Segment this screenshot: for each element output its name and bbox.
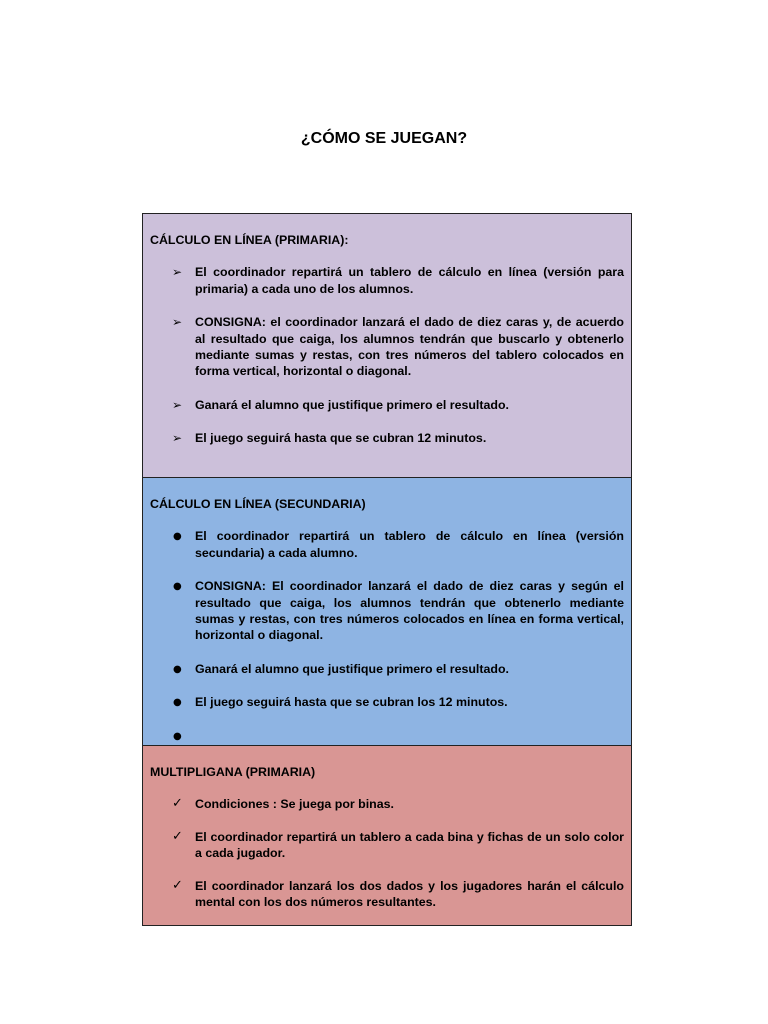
item-text: CONSIGNA: El coordinador lanzará el dado de diez caras y según el resultado que caiga, los alumnos tendrán que obtenerlo mediante sumas y restas, con tres números colocados en línea en forma vertical, horizontal o diagonal. bbox=[195, 579, 624, 643]
arrow-bullet-icon: ➢ bbox=[172, 397, 183, 412]
list-item bbox=[150, 528, 624, 561]
list-item bbox=[150, 694, 624, 710]
dot-bullet-icon: ● bbox=[173, 730, 182, 742]
arrow-bullet-icon: ➢ bbox=[172, 431, 183, 446]
page-title: ¿CÓMO SE JUEGAN? bbox=[300, 130, 468, 147]
dot-bullet-icon: ● bbox=[173, 697, 182, 709]
section-multipligana bbox=[143, 745, 631, 925]
instruction-list bbox=[150, 528, 624, 744]
item-text bbox=[195, 729, 198, 743]
item-text: El coordinador repartirá un tablero de cálculo en línea (versión para primaria) a cada uno de los alumnos. bbox=[195, 265, 624, 296]
checkmark-bullet-icon: ✓ bbox=[172, 877, 183, 893]
games-table bbox=[142, 213, 632, 926]
list-item bbox=[150, 430, 624, 446]
item-text: CONSIGNA: el coordinador lanzará el dado de diez caras y, de acuerdo al resultado que caiga, los alumnos tendrán que buscarlo y obtenerlo mediante sumas y restas, con tres números del tablero colocados en forma vertical, horizontal o diagonal. bbox=[195, 315, 624, 379]
list-item bbox=[150, 578, 624, 644]
instruction-list bbox=[150, 796, 624, 910]
arrow-bullet-icon: ➢ bbox=[172, 265, 183, 280]
item-text: El coordinador repartirá un tablero de cálculo en línea (versión secundaria) a cada alumno. bbox=[195, 529, 624, 560]
section-heading: CÁLCULO EN LÍNEA (SECUNDARIA) bbox=[150, 497, 366, 511]
list-item bbox=[150, 796, 624, 812]
item-text: Ganará el alumno que justifique primero el resultado. bbox=[195, 661, 509, 676]
list-item bbox=[150, 661, 624, 677]
section-heading: CÁLCULO EN LÍNEA (PRIMARIA): bbox=[150, 233, 349, 247]
dot-bullet-icon: ● bbox=[173, 581, 182, 593]
list-item bbox=[150, 878, 624, 911]
arrow-bullet-icon: ➢ bbox=[172, 315, 183, 330]
list-item bbox=[150, 264, 624, 297]
dot-bullet-icon: ● bbox=[173, 663, 182, 675]
list-item bbox=[150, 829, 624, 862]
dot-bullet-icon: ● bbox=[173, 531, 182, 543]
item-text: Condiciones : Se juega por binas. bbox=[195, 797, 394, 812]
section-heading: MULTIPLIGANA (PRIMARIA) bbox=[150, 765, 316, 779]
list-item bbox=[150, 314, 624, 380]
item-text: El juego seguirá hasta que se cubran 12 minutos. bbox=[195, 431, 487, 446]
section-calculo-primaria bbox=[143, 214, 631, 477]
item-text: El coordinador repartirá un tablero a cada bina y fichas de un solo color a cada jugador. bbox=[195, 829, 624, 861]
item-text: Ganará el alumno que justifique primero el resultado. bbox=[195, 397, 509, 412]
item-text: El juego seguirá hasta que se cubran los 12 minutos. bbox=[195, 695, 508, 710]
list-item bbox=[150, 728, 624, 744]
list-item bbox=[150, 397, 624, 413]
item-text: El coordinador lanzará los dos dados y los jugadores harán el cálculo mental con los dos números resultantes. bbox=[195, 878, 624, 910]
checkmark-bullet-icon: ✓ bbox=[172, 796, 183, 812]
checkmark-bullet-icon: ✓ bbox=[172, 828, 183, 844]
section-calculo-secundaria bbox=[143, 477, 631, 745]
instruction-list bbox=[150, 264, 624, 446]
